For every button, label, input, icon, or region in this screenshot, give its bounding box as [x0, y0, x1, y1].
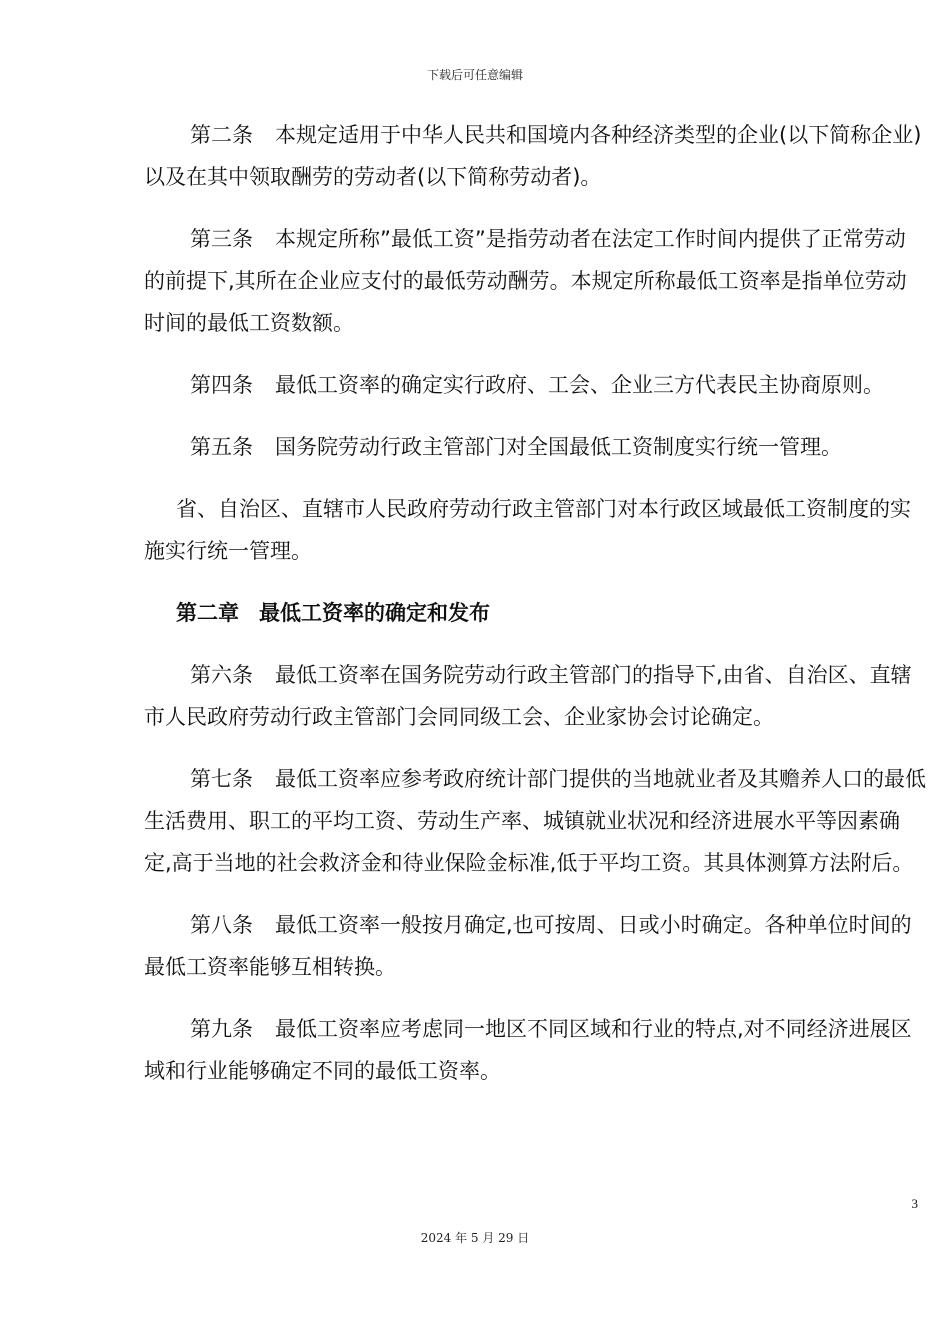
- article-5: [144, 426, 926, 468]
- article-7: [144, 758, 926, 884]
- page-footer-date: 2024 年 5 月 29 日: [420, 1231, 530, 1245]
- article-label: 第九条: [190, 1017, 253, 1041]
- article-label: 第五条: [190, 435, 253, 459]
- article-4: [144, 364, 926, 406]
- article-2: [144, 114, 926, 198]
- article-label: 第六条: [190, 663, 253, 687]
- article-text: 最低工资率应考虑同一地区不同区域和行业的特点,对不同经济进展区域和行业能够确定不同的最低工资率。: [144, 1017, 912, 1083]
- article-text: 省、自治区、直辖市人民政府劳动行政主管部门对本行政区域最低工资制度的实施实行统一管理。: [144, 497, 911, 563]
- article-label: 第八条: [190, 913, 253, 937]
- article-6: [144, 654, 926, 738]
- chapter-heading: [144, 592, 926, 634]
- article-text: 本规定所称”最低工资”是指劳动者在法定工作时间内提供了正常劳动的前提下,其所在企业应支付的最低劳动酬劳。本规定所称最低工资率是指单位劳动时间的最低工资数额。: [144, 227, 907, 335]
- article-text: 国务院劳动行政主管部门对全国最低工资制度实行统一管理。: [275, 435, 842, 459]
- article-text: 最低工资率应参考政府统计部门提供的当地就业者及其赡养人口的最低生活费用、职工的平均工资、劳动生产率、城镇就业状况和经济进展水平等因素确定,高于当地的社会救济金和待业保险金标准,低于平均工资。其具体测算方法附后。: [144, 767, 926, 875]
- article-text: 最低工资率的确定实行政府、工会、企业三方代表民主协商原则。: [275, 373, 884, 397]
- article-label: 第三条: [190, 227, 253, 251]
- article-text: 本规定适用于中华人民共和国境内各种经济类型的企业(以下简称企业)以及在其中领取酬劳的劳动者(以下简称劳动者)。: [144, 123, 922, 189]
- article-5-continuation: [144, 488, 926, 572]
- page-number: 3: [911, 1196, 918, 1211]
- article-label: 第二条: [190, 123, 253, 147]
- page-header: 下载后可任意编辑: [426, 68, 523, 82]
- article-8: [144, 904, 926, 988]
- article-9: [144, 1008, 926, 1092]
- article-text: 最低工资率在国务院劳动行政主管部门的指导下,由省、自治区、直辖市人民政府劳动行政主管部门会同同级工会、企业家协会讨论确定。: [144, 663, 912, 729]
- chapter-title: 最低工资率的确定和发布: [259, 601, 490, 625]
- article-3: [144, 218, 926, 344]
- article-label: 第七条: [190, 767, 253, 791]
- document-body: [144, 114, 926, 1112]
- chapter-label: 第二章: [176, 601, 239, 625]
- article-text: 最低工资率一般按月确定,也可按周、日或小时确定。各种单位时间的最低工资率能够互相转换。: [144, 913, 912, 979]
- article-label: 第四条: [190, 373, 253, 397]
